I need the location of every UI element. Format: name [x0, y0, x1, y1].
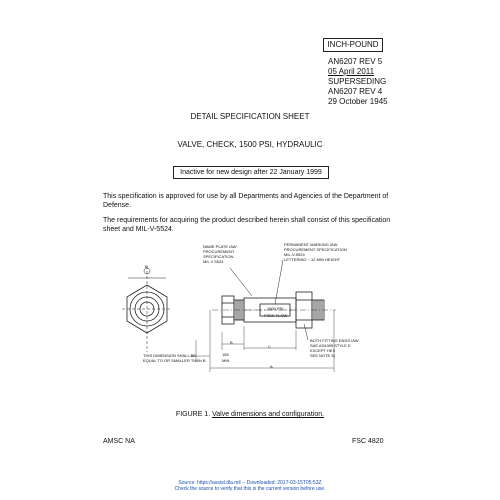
min-dimension-unit: MIN	[222, 358, 230, 363]
dimension-note-callout: THIS DIMENSION SHALL BE EQUAL TO OR SMALLER THAN B	[143, 353, 206, 363]
end-view-hex	[122, 266, 172, 352]
inch-pound-box	[323, 38, 383, 52]
approval-paragraph: This specification is approved for use by all Departments and Agencies of the Department of Defense.	[103, 193, 389, 209]
figure-caption-text: Valve dimensions and configuration.	[212, 411, 325, 418]
label-a: A	[270, 364, 273, 369]
doc-id: AN6207 REV 5	[328, 57, 383, 66]
amsc-label: AMSC NA	[103, 438, 135, 445]
check-source-line: Check the source to verify that this is the current version before use.	[174, 486, 326, 492]
min-dimension-value: 185	[222, 352, 229, 357]
label-b: B	[230, 340, 233, 345]
document-id-block	[328, 57, 448, 107]
inactive-notice: Inactive for new design after 22 January 1999	[180, 169, 322, 176]
plate-text-psi: 1500 PSI	[267, 306, 284, 311]
requirements-paragraph: The requirements for acquiring the product described herein shall consist of this specification sheet and MIL-V-5524.	[103, 217, 391, 233]
permanent-marking-callout: PERMANENT MARKING IAW PROCUREMENT SPECIFICATION MIL-V-5524 LETTERING ~.12 MIN HEIGHT	[284, 242, 347, 262]
inactive-notice-box	[173, 166, 329, 179]
nameplate-callout: NAME PLATE IAW PROCUREMENT SPECIFICATION MIL V 5524	[203, 244, 237, 264]
source-line: Source: https://assist.dla.mil -- Downloaded: 2017-03-15T05:53Z	[178, 480, 322, 486]
sheet-title: DETAIL SPECIFICATION SHEET	[190, 112, 310, 121]
fsc-label: FSC 4820	[352, 438, 384, 445]
item-title: VALVE, CHECK, 1500 PSI, HYDRAULIC	[177, 140, 323, 149]
plate-text-flow: FREE FLOW	[264, 313, 288, 318]
figure-caption	[0, 410, 500, 419]
label-c: C	[268, 344, 271, 349]
previous-doc-date: 29 October 1945	[328, 97, 388, 106]
fitting-ends-callout: BOTH FITTING ENDS IAW SAE AS4395 STYLE E EXCEPT HEX SEE NOTE 5)	[310, 338, 359, 358]
previous-doc-id: AN6207 REV 4	[328, 87, 383, 96]
label-d: D	[145, 264, 148, 269]
doc-date: 05 April 2011	[328, 67, 375, 76]
figure-caption-prefix: FIGURE 1.	[175, 411, 213, 418]
superseding-label: SUPERSEDING	[328, 77, 387, 86]
inch-pound-label: INCH-POUND	[327, 40, 379, 49]
